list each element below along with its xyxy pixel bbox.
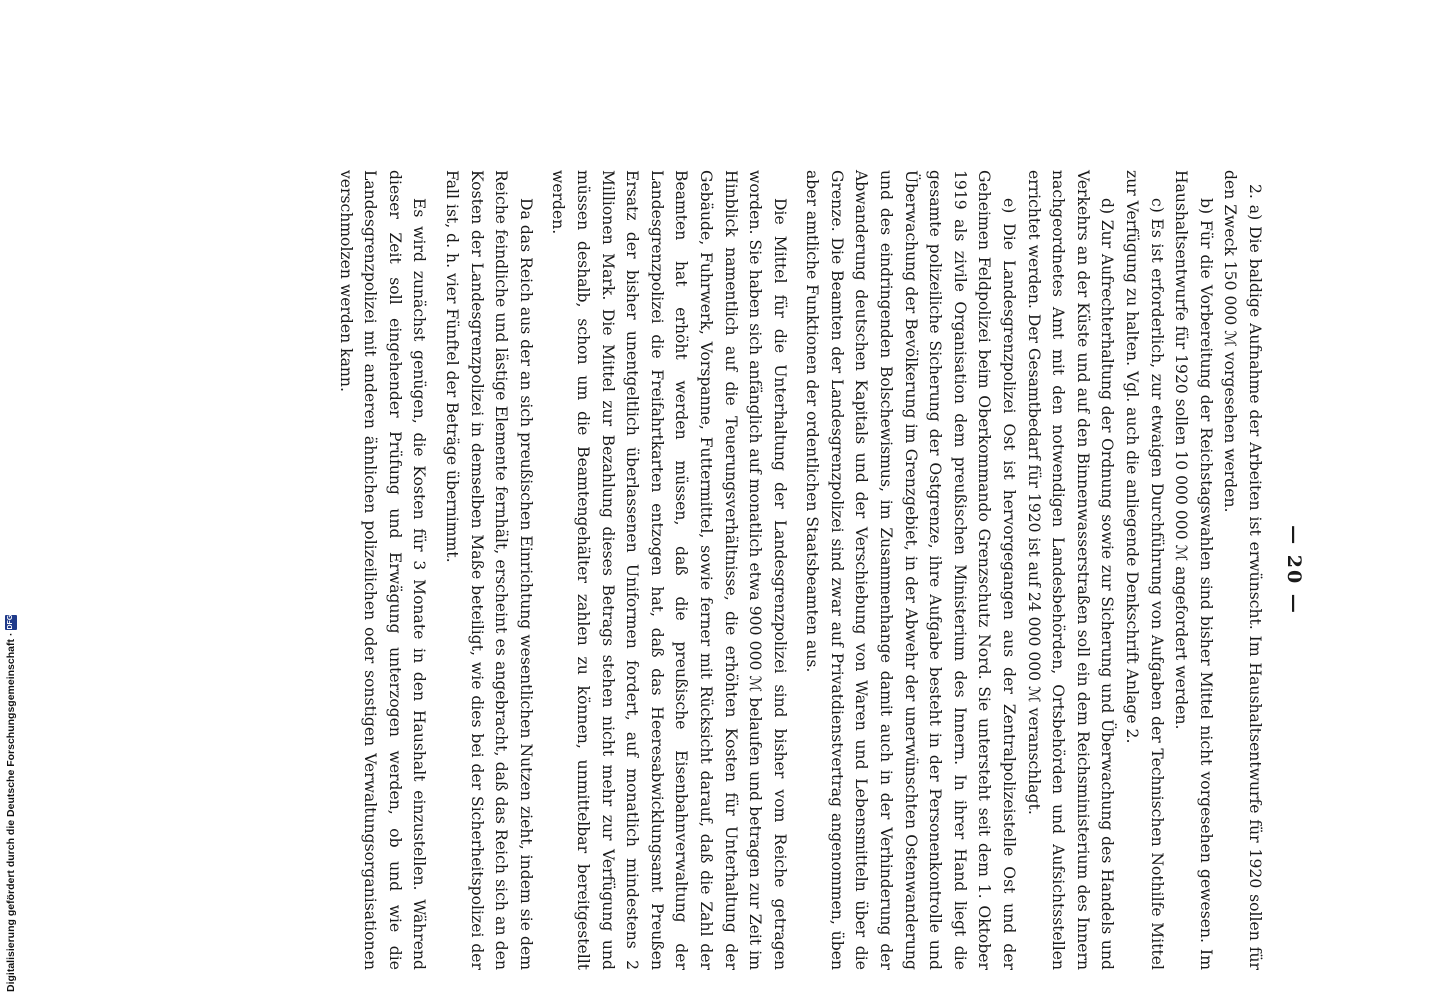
page-number: — 20 — xyxy=(1283,525,1305,615)
dfg-logo-icon: DFG xyxy=(5,615,17,630)
digitization-credit xyxy=(2,614,22,992)
paragraph-2c: c) Es ist erforderlich, zur etwaigen Durchführung von Aufgaben der Technischen Nothilfe Mittel zur Verfügung zu halten. Vgl. auch die anliegende Denkschrift Anlage 2. xyxy=(1123,170,1166,970)
paragraph-funding: Die Mittel für die Unterhaltung der Landesgrenzpolizei sind bisher vom Reiche getragen worden. Sie haben sich anfänglich auf monatlich etwa 900 000 ℳ belaufen und betragen zur Zeit im Hinblick namentlich auf die Teuerungsverhältnisse, die erhöhten Kosten für Unterhaltung der Gebäude, Fuhrwerk, Vorspanne, Futtermittel, sowie ferner mit Rücksicht darauf, daß die Zahl der Beamten hat erhöht werden müssen, daß die preußische Eisenbahnverwaltung der Landesgrenzpolizei die Freifahrtkarten entzogen hat, daß das Heeresabwicklungsamt Preußen Ersatz der bisher unentgeltlich überlassenen Uniformen fordert, auf monatlich mindestens 2 Millionen Mark. Die Mittel zur Bezahlung dieses Betrags stehen nicht mehr zur Verfügung und müssen deshalb, schon um die Beamtengehälter zahlen zu können, unmittelbar bereitgestellt werden. xyxy=(549,170,789,970)
paragraph-2a: 2. a) Die baldige Aufnahme der Arbeiten ist erwünscht. Im Haushaltsentwurfe für 1920 sollen für den Zweck 150 000 ℳ vorgesehen werden. xyxy=(1221,170,1264,970)
paragraph-2e: e) Die Landesgrenzpolizei Ost ist hervorgegangen aus der Zentralpolizeistelle Ost und der Geheimen Feldpolizei beim Oberkommando Grenzschutz Nord. Sie untersteht seit dem 1. Oktober 1919 als zivile Organisation dem preußischen Ministerium des Innern. In ihrer Hand liegt die gesamte polizeiliche Sicherung der Ostgrenze, ihre Aufgabe besteht in der Personenkontrolle und Überwachung der Bevölkerung im Grenzgebiet, in der Abwehr der unerwünschten Ostenwanderung und des eindringenden Bolschewismus, im Zusammenhange damit auch in der Verhinderung der Abwanderung deutschen Kapitals und der Verschiebung von Waren und Lebensmitteln über die Grenze. Die Beamten der Landesgrenzpolizei sind zwar auf Privatdienstvertrag angenommen, üben aber amtliche Funktionen der ordentlichen Staatsbeamten aus. xyxy=(803,170,1019,970)
paragraph-2d: d) Zur Aufrechterhaltung der Ordnung sowie zur Sicherung und Überwachung des Handels und Verkehrs an der Küste und auf den Binnenwasserstraßen soll ein dem Reichsministerium des Innern nachgeordnetes Amt mit den notwendigen Landesbehörden, Ortsbehörden und Aufsichtsstellen errichtet werden. Der Gesamtbedarf für 1920 ist auf 24 000 000 ℳ veranschlagt. xyxy=(1024,170,1117,970)
paragraph-budget: Es wird zunächst genügen, die Kosten für 3 Monate in den Haushalt einzustellen. Während dieser Zeit soll eingehender Prüfung und Erwägung unterzogen werden, ob und wie die Landesgrenzpolizei mit anderen ähnlichen polizeilichen oder sonstigen Verwaltungsorganisationen verschmolzen werden kann. xyxy=(336,170,429,970)
paragraph-2b: b) Für die Vorbereitung der Reichstagswahlen sind bisher Mittel nicht vorgesehen gewesen. Im Haushaltsentwurfe für 1920 sollen 10 000 000 ℳ angefordert werden. xyxy=(1172,170,1215,970)
paragraph-reich-share: Da das Reich aus der an sich preußischen Einrichtung wesentlichen Nutzen zieht, indem sie dem Reiche feindliche und lästige Elemente fernhält, erscheint es angebracht, daß das Reich sich an den Kosten der Landesgrenzpolizei in demselben Maße beteiligt, wie dies bei der Sicherheitspolizei der Fall ist, d. h. vier Fünftel der Beträge übernimmt. xyxy=(443,170,535,970)
rotated-page-content xyxy=(145,170,1305,970)
credit-separator: · xyxy=(5,632,17,637)
credit-text: Digitalisierung gefördert durch die Deutsche Forschungsgemeinschaft xyxy=(5,639,17,992)
text-body xyxy=(333,170,1267,970)
